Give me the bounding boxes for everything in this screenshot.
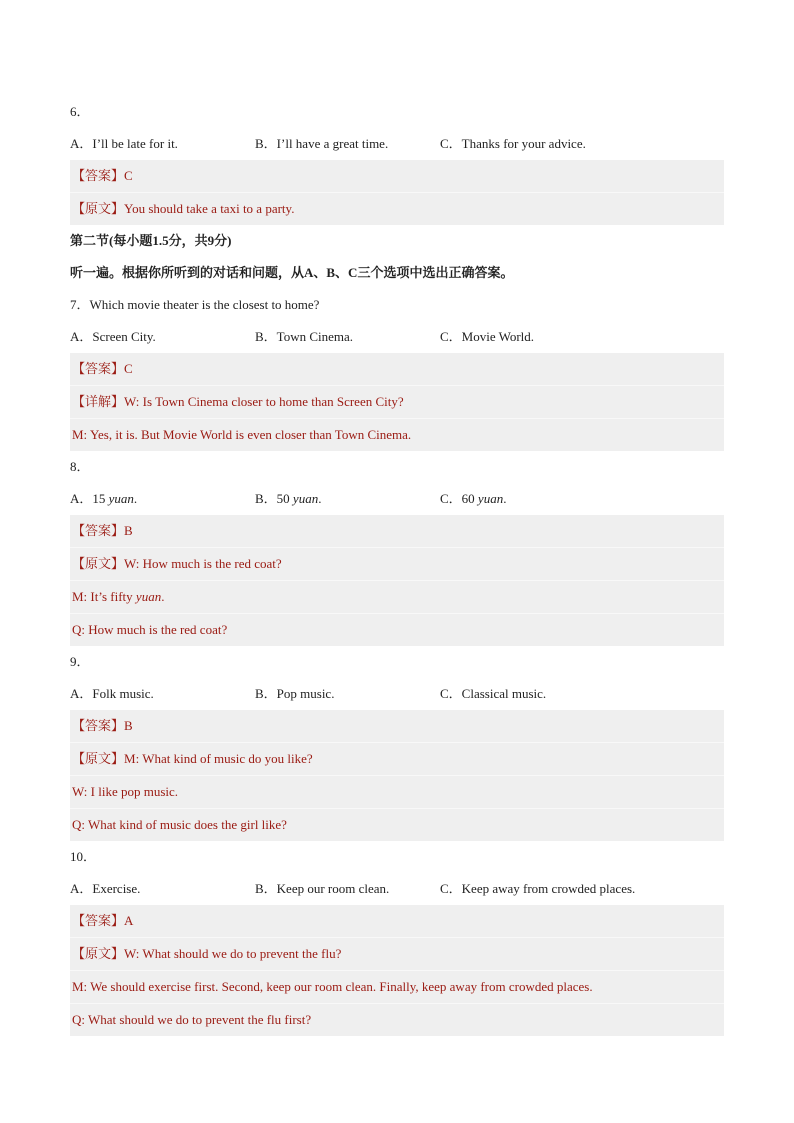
question-7-answer-block	[70, 353, 724, 451]
source-text: W: I like pop music.	[72, 784, 179, 799]
source-line	[70, 743, 724, 776]
source-line	[70, 971, 724, 1004]
option-b	[255, 483, 440, 515]
answer-value: C	[124, 168, 133, 183]
option-c: C．Thanks for your advice.	[440, 136, 586, 151]
source-tag: 【原文】	[72, 751, 125, 766]
answer-tag: 【答案】	[72, 168, 125, 183]
option-a: A．I’ll be late for it.	[70, 136, 178, 151]
section-instruction: 听一遍。根据你所听到的对话和问题，从A、B、C三个选项中选出正确答案。	[70, 265, 514, 280]
source-line	[70, 581, 724, 614]
answer-line	[70, 905, 724, 938]
option-c: C．Keep away from crowded places.	[440, 881, 636, 896]
source-text: M: What kind of music do you like?	[124, 751, 313, 766]
source-unit: yuan	[135, 589, 162, 604]
option-unit: yuan	[108, 491, 134, 506]
question-8-number: 8．	[70, 459, 90, 474]
answer-value: B	[124, 523, 133, 538]
source-line	[70, 193, 724, 225]
source-tag: 【原文】	[72, 946, 125, 961]
option-text: B．50	[255, 491, 293, 506]
question-10-options	[70, 873, 724, 905]
option-text: C．60	[440, 491, 478, 506]
answer-line	[70, 515, 724, 548]
source-text: Q: What kind of music does the girl like?	[72, 817, 287, 832]
answer-tag: 【答案】	[72, 718, 125, 733]
source-text: M: It’s fifty	[72, 589, 136, 604]
option-c	[440, 483, 724, 515]
document-page	[70, 96, 724, 1036]
source-line	[70, 1004, 724, 1036]
answer-line	[70, 710, 724, 743]
option-unit: yuan	[292, 491, 319, 506]
option-c: C．Classical music.	[440, 686, 547, 701]
option-punct: .	[133, 491, 138, 506]
option-c: C．Movie World.	[440, 329, 535, 344]
option-a: A．Exercise.	[70, 881, 141, 896]
source-text: M: We should exercise first. Second, keep our room clean. Finally, keep away from crowded places.	[72, 979, 593, 994]
option-b: B．Keep our room clean.	[255, 881, 390, 896]
source-text: Q: How much is the red coat?	[72, 622, 228, 637]
option-b: B．I’ll have a great time.	[255, 136, 389, 151]
source-tag: 【原文】	[72, 201, 125, 216]
question-10-answer-block	[70, 905, 724, 1036]
question-9-number: 9．	[70, 654, 90, 669]
source-line	[70, 938, 724, 971]
answer-tag: 【答案】	[72, 523, 125, 538]
source-punct: .	[161, 589, 165, 604]
detail-line	[70, 386, 724, 419]
option-a: A．Folk music.	[70, 686, 154, 701]
source-text: Q: What should we do to prevent the flu first?	[72, 1012, 312, 1027]
question-8-answer-block	[70, 515, 724, 646]
question-6-answer-block	[70, 160, 724, 225]
answer-tag: 【答案】	[72, 913, 125, 928]
question-10-number: 10．	[70, 849, 97, 864]
section-title: 第二节(每小题1.5分，共9分)	[70, 233, 232, 248]
source-text: You should take a taxi to a party.	[124, 201, 295, 216]
detail-line	[70, 419, 724, 451]
question-9-options	[70, 678, 724, 710]
question-6-options	[70, 128, 724, 160]
option-punct: .	[318, 491, 322, 506]
answer-value: B	[124, 718, 133, 733]
source-line	[70, 614, 724, 646]
option-a	[70, 483, 255, 515]
source-text: W: How much is the red coat?	[124, 556, 282, 571]
question-7-stem: 7．Which movie theater is the closest to home?	[70, 297, 320, 312]
option-b: B．Pop music.	[255, 686, 335, 701]
option-b: B．Town Cinema.	[255, 329, 354, 344]
detail-tag: 【详解】	[72, 394, 125, 409]
answer-tag: 【答案】	[72, 361, 125, 376]
question-8-options	[70, 483, 724, 515]
question-7-options	[70, 321, 724, 353]
option-text: A．15	[70, 491, 109, 506]
answer-value: A	[124, 913, 134, 928]
option-a: A．Screen City.	[70, 329, 156, 344]
detail-text: M: Yes, it is. But Movie World is even closer than Town Cinema.	[72, 427, 412, 442]
detail-text: W: Is Town Cinema closer to home than Screen City?	[124, 394, 404, 409]
source-text: W: What should we do to prevent the flu?	[124, 946, 342, 961]
source-tag: 【原文】	[72, 556, 125, 571]
source-line	[70, 809, 724, 841]
source-line	[70, 776, 724, 809]
option-unit: yuan	[477, 491, 504, 506]
answer-line	[70, 160, 724, 193]
source-line	[70, 548, 724, 581]
option-punct: .	[503, 491, 507, 506]
question-6-number: 6．	[70, 104, 90, 119]
answer-value: C	[124, 361, 133, 376]
answer-line	[70, 353, 724, 386]
question-9-answer-block	[70, 710, 724, 841]
